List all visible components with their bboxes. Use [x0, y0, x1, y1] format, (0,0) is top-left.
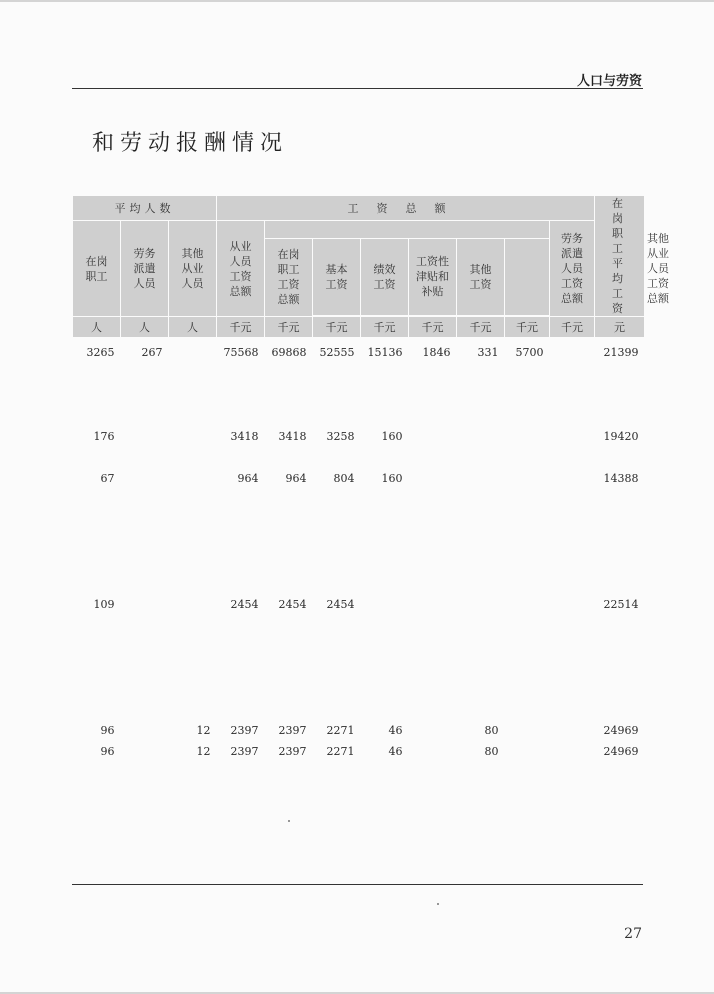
- cell: [121, 720, 169, 741]
- statistics-table: 平均人数 工资总额 在岗职工平均工资 在岗职工 劳务派遣人员 其他从业人员 从业人员工资总额 劳务派遣人员工资总额 其他从业人员工资总额 在岗职工工资总额 基本工资 绩效工资 工资性津贴和补贴 其他工资 人 人 人 千元 千元 千元 千元 千元 千元 千元 千元 元 3265 267 75568 69868 52555 15136 1846 331 5700 21399 176 3418 3418 3258 160 19420 67 964 964 804 160 14388 109 2454 2454 2454 22514 96 12 2397 2397 2271 46 80 24969 96 12 2397 2397 2271 46 80 24969: [72, 195, 645, 762]
- cell: 2397: [278, 724, 307, 737]
- cell: 3258: [326, 430, 355, 443]
- col-header-on-post-staff: 在岗职工: [73, 221, 121, 317]
- cell: [409, 468, 457, 489]
- cell: 2454: [326, 598, 355, 611]
- cell: 46: [388, 724, 403, 737]
- col-header-employed-total-wages: 从业人员工资总额: [217, 221, 265, 317]
- cell: 80: [484, 724, 499, 737]
- cell: [505, 720, 550, 741]
- subgroup-filler: [505, 238, 550, 316]
- cell: 96: [100, 724, 115, 737]
- col-header-on-post-wages: 在岗职工工资总额: [265, 238, 313, 317]
- cell: 5700: [515, 346, 544, 359]
- scan-speck: [437, 903, 439, 905]
- col-header-other-employed: 其他从业人员: [169, 221, 217, 317]
- table-row: [73, 426, 645, 447]
- cell: 12: [196, 745, 211, 758]
- cell: 96: [100, 745, 115, 758]
- row-gap: [73, 363, 645, 426]
- unit-cell: 千元: [361, 317, 409, 338]
- cell: 2397: [230, 745, 259, 758]
- unit-cell: 人: [121, 317, 169, 338]
- cell: [409, 741, 457, 762]
- unit-cell: 千元: [409, 317, 457, 338]
- col-header-dispatched-wages: 劳务派遣人员工资总额: [550, 221, 595, 317]
- cell: [121, 594, 169, 615]
- cell: 2454: [230, 598, 259, 611]
- cell: 176: [93, 430, 115, 443]
- col-header-performance-wages: 绩效工资: [361, 238, 409, 316]
- table-row: [73, 720, 645, 741]
- cell: 75568: [223, 346, 259, 359]
- cell: [505, 594, 550, 615]
- unit-cell: 千元: [313, 317, 361, 338]
- cell: 2397: [230, 724, 259, 737]
- cell: 331: [477, 346, 499, 359]
- cell: 80: [484, 745, 499, 758]
- row-gap: [73, 489, 645, 594]
- header-rule: [72, 88, 643, 89]
- col-header-dispatched: 劳务派遣人员: [121, 221, 169, 317]
- cell: [550, 720, 595, 741]
- cell: 15136: [367, 346, 403, 359]
- cell: 21399: [603, 346, 639, 359]
- cell: [169, 594, 217, 615]
- cell: 160: [381, 472, 403, 485]
- cell: 46: [388, 745, 403, 758]
- unit-cell: 千元: [505, 317, 550, 338]
- cell: 24969: [603, 724, 639, 737]
- table-row: [73, 468, 645, 489]
- cell: 2397: [278, 745, 307, 758]
- cell: 69868: [271, 346, 307, 359]
- subgroup-spacer: [265, 221, 550, 239]
- cell: 1846: [422, 346, 451, 359]
- unit-cell: 千元: [265, 317, 313, 338]
- cell: [457, 468, 505, 489]
- cell: [550, 594, 595, 615]
- cell: 160: [381, 430, 403, 443]
- cell: 67: [100, 472, 115, 485]
- cell: 267: [141, 346, 163, 359]
- cell: 52555: [319, 346, 355, 359]
- unit-cell: 元: [595, 317, 645, 338]
- col-header-other-wages: 其他工资: [457, 238, 505, 316]
- cell: [169, 468, 217, 489]
- group-header-total-wages: 工资总额: [217, 196, 595, 221]
- scan-speck: [288, 820, 290, 822]
- cell: [121, 741, 169, 762]
- unit-cell: 人: [73, 317, 121, 338]
- cell: 2271: [326, 745, 355, 758]
- col-header-basic-wages: 基本工资: [313, 238, 361, 316]
- unit-cell: 千元: [550, 317, 595, 338]
- cell: [169, 426, 217, 447]
- cell: [550, 426, 595, 447]
- cell: [409, 720, 457, 741]
- cell: 3418: [278, 430, 307, 443]
- cell: [457, 594, 505, 615]
- unit-cell: 人: [169, 317, 217, 338]
- cell: 964: [285, 472, 307, 485]
- unit-cell: 千元: [217, 317, 265, 338]
- cell: 14388: [603, 472, 639, 485]
- cell: 2454: [278, 598, 307, 611]
- cell: 19420: [603, 430, 639, 443]
- cell: [505, 741, 550, 762]
- cell: [121, 468, 169, 489]
- cell: [169, 338, 217, 364]
- page-title: 和劳动报酬情况: [92, 131, 289, 156]
- cell: 2271: [326, 724, 355, 737]
- row-gap: [73, 447, 645, 468]
- cell: 24969: [603, 745, 639, 758]
- cell: [505, 468, 550, 489]
- group-header-avg-people: 平均人数: [73, 196, 217, 221]
- cell: [409, 594, 457, 615]
- cell: 22514: [603, 598, 639, 611]
- unit-cell: 千元: [457, 317, 505, 338]
- cell: [121, 426, 169, 447]
- cell: [409, 426, 457, 447]
- cell: [505, 426, 550, 447]
- table-row: [73, 338, 645, 364]
- cell: 12: [196, 724, 211, 737]
- col-header-avg-wage: 在岗职工平均工资: [595, 196, 645, 317]
- footer-rule: [72, 884, 643, 885]
- section-header: 人口与劳资: [576, 74, 642, 89]
- cell: 109: [93, 598, 115, 611]
- cell: 804: [333, 472, 355, 485]
- row-gap: [73, 615, 645, 720]
- table-row: [73, 741, 645, 762]
- cell: 3265: [86, 346, 115, 359]
- cell: [550, 468, 595, 489]
- cell: [550, 338, 595, 364]
- cell: [550, 741, 595, 762]
- page-number: 27: [624, 926, 642, 942]
- col-header-allowance: 工资性津贴和补贴: [409, 238, 457, 316]
- cell: 3418: [230, 430, 259, 443]
- cell: [361, 594, 409, 615]
- table-row: [73, 594, 645, 615]
- cell: [457, 426, 505, 447]
- cell: 964: [237, 472, 259, 485]
